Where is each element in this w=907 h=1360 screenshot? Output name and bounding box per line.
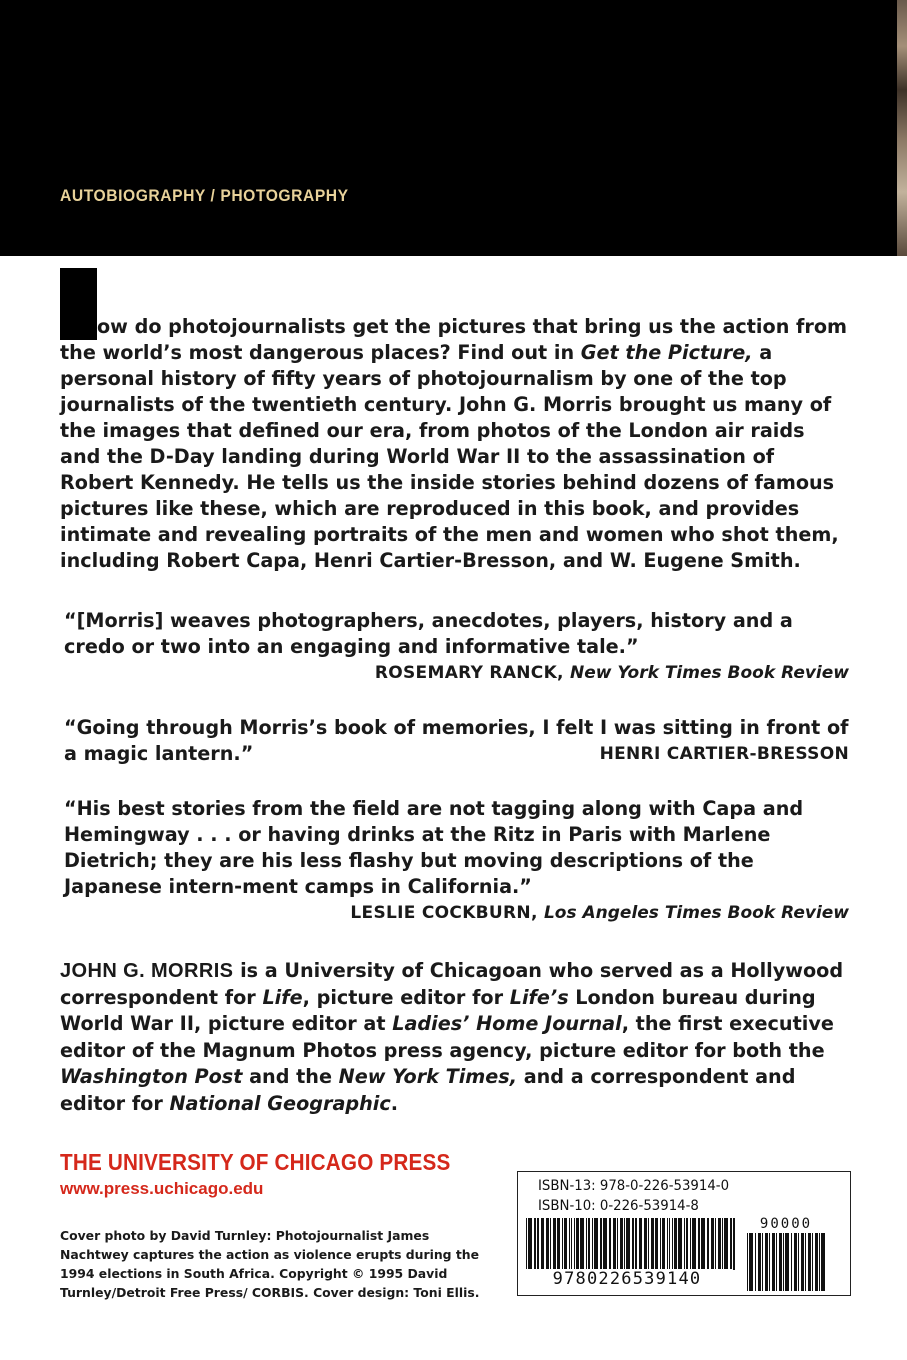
barcode-bar [550, 1218, 551, 1270]
quote-attribution: LESLIE COCKBURN, Los Angeles Times Book Review [350, 903, 849, 923]
barcode-bar [592, 1218, 593, 1270]
barcode-bar [678, 1218, 682, 1270]
barcode-bar [776, 1233, 777, 1291]
barcode-bar [662, 1218, 665, 1270]
barcode-bar [724, 1218, 728, 1270]
barcode-bar [537, 1218, 539, 1270]
barcode-bar [651, 1218, 654, 1270]
barcode-bar [588, 1218, 590, 1270]
barcode-bar [534, 1218, 536, 1270]
barcode-bar [722, 1218, 723, 1270]
barcode-bar [779, 1233, 782, 1291]
barcode-bar [698, 1218, 700, 1270]
barcode-bar [564, 1218, 567, 1270]
barcode-bar [812, 1233, 813, 1291]
category-label: AUTOBIOGRAPHY / PHOTOGRAPHY [60, 186, 349, 205]
barcode-bar [644, 1218, 647, 1270]
barcode-bar [686, 1218, 688, 1270]
review-quote-2 [64, 715, 849, 767]
barcode-bar [707, 1218, 709, 1270]
barcode-bar [674, 1218, 677, 1270]
barcode-bar [762, 1233, 763, 1291]
author-bio: JOHN G. MORRIS is a University of Chicagoan who served as a Hollywood correspondent for Life, picture editor for Life’s London bureau during World War II, picture editor at Ladies’ Home Journal, the first executive editor of the Magnum Photos press agency, picture editor for both the Washington Post and the New York Times, and a correspondent and editor for National Geographic. [60, 959, 844, 1115]
barcode-bar [660, 1218, 661, 1270]
barcode-bar [655, 1218, 658, 1270]
barcode-bar [648, 1218, 649, 1270]
description-paragraph: ow do photojournalists get the pictures that bring us the action from the world’s most dangerous places? Find out in Get the Picture, a personal history of fifty years of photojournalism by one of the top journalists of the twentieth century. John G. Morris brought us many of the images that defined our era, from photos of the London air raids and the D-Day landing during World War II to the assassination of Robert Kennedy. He tells us the inside stories behind dozens of famous pictures like these, which are reproduced in this book, and provides intimate and revealing portraits of the men and women who shot them, including Robert Capa, Henri Cartier-Bresson, and W. Eugene Smith. [60, 315, 848, 572]
quote-text: “[Morris] weaves photographers, anecdotes, players, history and a credo or two into an engaging and informative tale.” [64, 609, 793, 658]
barcode-bar [574, 1218, 575, 1270]
review-quote-1 [64, 608, 849, 686]
barcode-bar [528, 1218, 532, 1270]
barcode-bar [798, 1233, 799, 1291]
barcode-bar [632, 1218, 634, 1270]
barcode-bar [576, 1218, 579, 1270]
barcode-bar [785, 1233, 789, 1291]
barcode-bar [635, 1218, 637, 1270]
barcode-bar [624, 1218, 625, 1270]
barcode-bar [684, 1218, 685, 1270]
barcode-bar [794, 1233, 797, 1291]
barcode-bar [758, 1233, 761, 1291]
barcode-bar [600, 1218, 602, 1270]
barcode-bar [749, 1233, 753, 1291]
review-quote-3 [64, 796, 849, 926]
barcode-bar [580, 1218, 584, 1270]
barcode-bar [669, 1218, 670, 1270]
barcode-bar [609, 1218, 611, 1270]
publisher-name: THE UNIVERSITY OF CHICAGO PRESS [60, 1149, 451, 1175]
barcode-bar [553, 1218, 556, 1270]
barcode-bar [672, 1218, 673, 1270]
barcode-bar [541, 1218, 544, 1270]
barcode-bar [821, 1233, 825, 1291]
barcode-bar [808, 1233, 811, 1291]
barcode-bar [765, 1233, 768, 1291]
barcode-bar [617, 1218, 618, 1270]
barcode-bar [557, 1218, 560, 1270]
isbn-13: ISBN-13: 978-0-226-53914-0 [538, 1178, 730, 1194]
barcode-bar [815, 1233, 818, 1291]
barcode-bar [613, 1218, 616, 1270]
header-band [0, 0, 897, 256]
book-title: Get the Picture, [580, 341, 753, 364]
barcode-bar [562, 1218, 563, 1270]
cover-credit: Cover photo by David Turnley: Photojournalist James Nachtwey captures the action as violence erupts during the 1994 elections in South Africa. Copyright © 1995 David Turnley/Detroit Free Press/ CORBIS. Cover design: Toni Ellis. [60, 1228, 480, 1300]
ean-number: 9780226539140 [522, 1269, 732, 1289]
quote-attribution: ROSEMARY RANCK, New York Times Book Review [374, 663, 849, 683]
barcode-bar [718, 1218, 721, 1270]
barcode-bar [569, 1218, 570, 1270]
barcode-bar [747, 1233, 748, 1291]
quote-text: “Going through Morris’s book of memories, I felt I was sitting in front of a magic lantern.” [64, 716, 849, 765]
isbn-10: ISBN-10: 0-226-53914-8 [538, 1198, 699, 1214]
barcode-bar [772, 1233, 775, 1291]
quote-text: “His best stories from the field are not tagging along with Capa and Hemingway . . . or having drinks at the Ritz in Paris with Marlene Dietrich; they are his less flashy but moving descriptions of the Japanese intern-ment camps in California.” [64, 797, 804, 898]
publisher-url[interactable]: www.press.uchicago.edu [60, 1179, 264, 1198]
addon-price-code: 90000 [759, 1216, 813, 1232]
addon-barcode [747, 1233, 829, 1291]
barcode-bar [586, 1218, 587, 1270]
barcode-bar [603, 1218, 607, 1270]
cover-photo-edge [897, 0, 907, 256]
barcode-bar [690, 1218, 691, 1270]
barcode-bar [805, 1233, 806, 1291]
barcode-bar [783, 1233, 784, 1291]
barcode-bar [620, 1218, 623, 1270]
barcode-bar [711, 1218, 714, 1270]
barcode-bar [755, 1233, 756, 1291]
ean-barcode [526, 1218, 738, 1270]
barcode-bar [791, 1233, 792, 1291]
barcode-bar [819, 1233, 820, 1291]
barcode-bar [526, 1218, 527, 1270]
barcode-bar [594, 1218, 598, 1270]
author-name: JOHN G. MORRIS [60, 960, 234, 982]
barcode-bar [639, 1218, 642, 1270]
barcode-bar [730, 1218, 732, 1270]
barcode-bar [701, 1218, 705, 1270]
barcode-bar [692, 1218, 696, 1270]
barcode-bar [546, 1218, 549, 1270]
barcode-bar [571, 1218, 572, 1270]
description-first-line: ow do photojournalists get the pictures that bring us the action from [97, 315, 848, 338]
barcode-bar [715, 1218, 716, 1270]
barcode-bar [801, 1233, 804, 1291]
barcode-bar [769, 1233, 770, 1291]
barcode-bar [626, 1218, 630, 1270]
barcode-bar [733, 1218, 735, 1270]
quote-attribution: HENRI CARTIER-BRESSON [599, 744, 849, 764]
barcode-bar [667, 1218, 668, 1270]
barcode-label [517, 1171, 851, 1296]
